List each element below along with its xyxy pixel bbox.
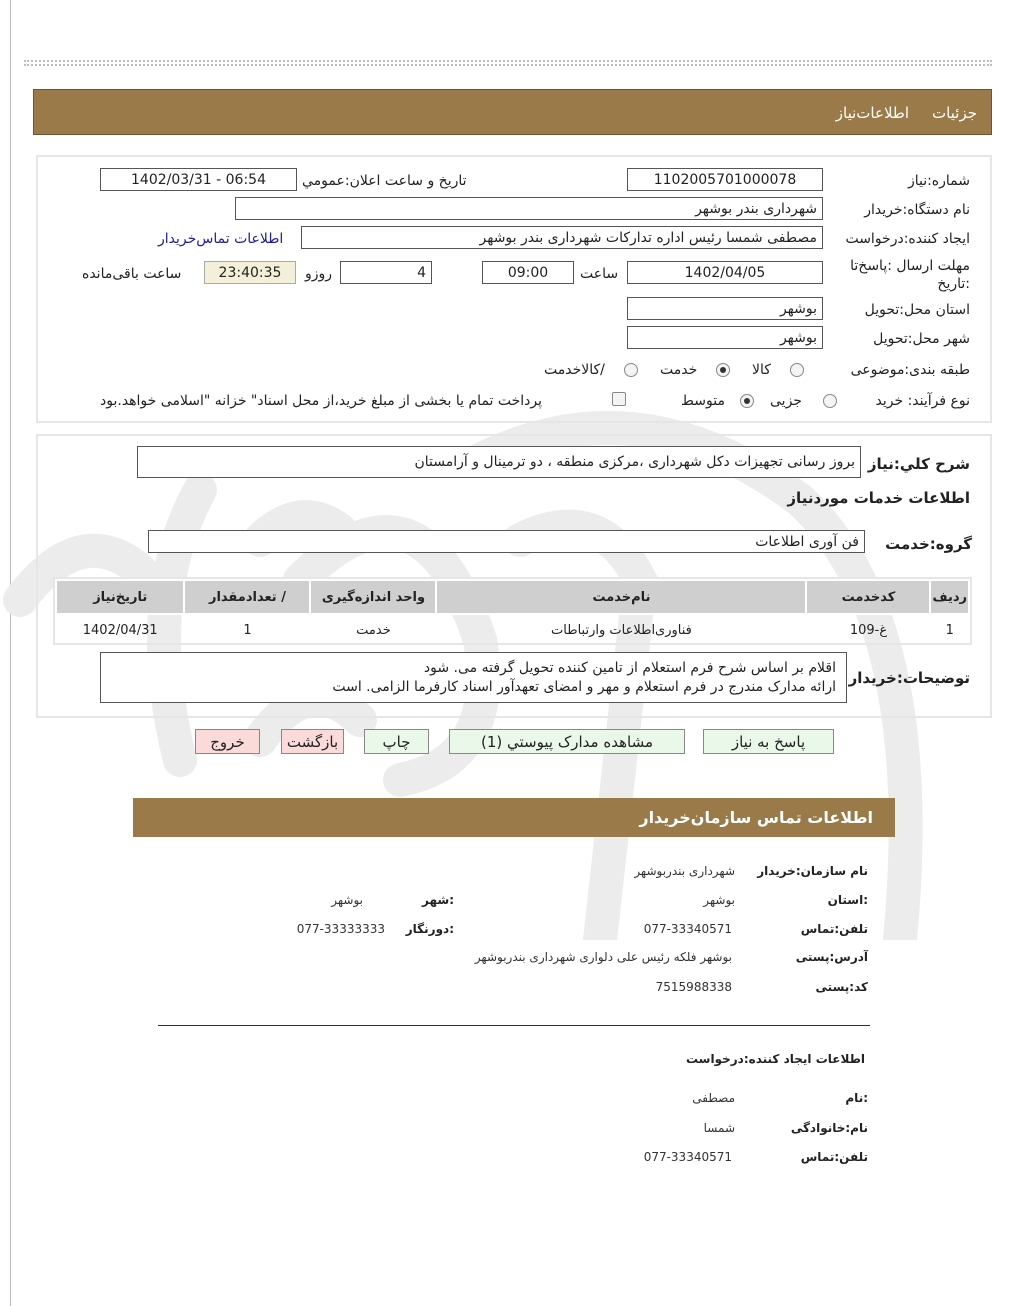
- service-group-label: گروه:خدمت: [885, 535, 972, 553]
- days-field: 4: [340, 261, 432, 284]
- dotted-divider: [24, 60, 992, 62]
- services-table: [55, 579, 970, 645]
- creator-last-name-label: نام:خانوادگی: [790, 1121, 868, 1135]
- col-row-number: ردیف: [930, 580, 969, 614]
- announce-label: تاریخ و ساعت اعلان:عمومي: [302, 173, 467, 189]
- category-goods-radio[interactable]: [790, 363, 804, 377]
- contact-address-label: آدرس:پستی: [795, 950, 868, 964]
- contact-postal-label: کد:پستی: [815, 980, 868, 994]
- creator-info-title: اطلاعات ایجاد کننده:درخواست: [685, 1052, 865, 1066]
- tab-need-info[interactable]: اطلاعات‌نیاز: [835, 104, 909, 122]
- cell-service-name: فناوری‌اطلاعات و‌ارتباطات: [436, 614, 806, 645]
- contact-address-value: بوشهر فلکه رئیس علی دلواری شهرداری بندربوشهر: [474, 950, 732, 964]
- service-group-field: فن آوری اطلاعات: [148, 530, 865, 553]
- province-label: استان محل:تحویل: [864, 302, 970, 318]
- exit-button[interactable]: خروج: [195, 729, 260, 754]
- creator-last-name-value: شمسا: [703, 1121, 735, 1135]
- details-header-bar: [33, 89, 992, 135]
- contact-fax-label: :دورنگار: [405, 922, 454, 936]
- need-number-field: 1102005701000078: [627, 168, 823, 191]
- process-label: نوع فرآیند: خرید: [875, 393, 970, 409]
- deadline-label-2: :تاریخ: [937, 276, 970, 292]
- buyer-notes-line-1: اقلام بر اساس شرح فرم استعلام از تامین کننده تحویل گرفته می. شود: [423, 660, 836, 676]
- col-service-code: کدخدمت: [806, 580, 930, 614]
- cell-service-code: غ-109: [806, 614, 930, 645]
- services-table-frame: [53, 577, 972, 645]
- remaining-label: ساعت باقی‌مانده: [82, 266, 182, 282]
- contact-province-label: :استان: [827, 893, 868, 907]
- table-header-row: [56, 580, 969, 614]
- col-unit: واحد اندازه‌گیری: [310, 580, 436, 614]
- creator-phone-value: 077-33340571: [643, 1150, 732, 1164]
- contact-phone-value: 077-33340571: [643, 922, 732, 936]
- creator-first-name-label: :نام: [845, 1091, 868, 1105]
- process-minor-label: جزیی: [770, 393, 802, 409]
- remaining-time-field: 23:40:35: [204, 261, 296, 284]
- contact-fax-value: 077-33333333: [296, 922, 385, 936]
- cell-need-date: 1402/04/31: [56, 614, 184, 645]
- time-label: ساعت: [580, 266, 619, 282]
- contact-city-label: :شهر: [422, 893, 454, 907]
- creator-label: ایجاد کننده:درخواست: [845, 231, 970, 247]
- category-goods-service-radio[interactable]: [624, 363, 638, 377]
- buyer-org-field: شهرداری بندر بوشهر: [235, 197, 823, 220]
- announce-datetime-field: 1402/03/31 - 06:54: [100, 168, 297, 191]
- contact-org-label: نام سازمان:خریدار: [757, 864, 868, 878]
- buyer-org-label: نام دستگاه:خریدار: [864, 202, 970, 218]
- creator-first-name-value: مصطفی: [692, 1091, 735, 1105]
- category-label: طبقه بندی:موضوعی: [850, 362, 970, 378]
- contact-org-value: شهرداری بندربوشهر: [634, 864, 735, 878]
- cell-unit: خدمت: [310, 614, 436, 645]
- treasury-payment-text: پرداخت تمام یا بخشی از مبلغ خرید،از محل اسناد" خزانه "اسلامی خواهد.بود: [100, 393, 543, 409]
- col-service-name: نام‌خدمت: [436, 580, 806, 614]
- process-medium-label: متوسط: [681, 393, 725, 409]
- deadline-time-field: 09:00: [482, 261, 574, 284]
- province-field: بوشهر: [627, 297, 823, 320]
- creator-phone-label: تلفن:تماس: [800, 1150, 868, 1164]
- city-label: شهر محل:تحویل: [873, 331, 970, 347]
- contact-city-value: بوشهر: [331, 893, 363, 907]
- cell-row-number: 1: [930, 614, 969, 645]
- days-label: روزو: [305, 266, 333, 282]
- deadline-label: مهلت ارسال :پاسخ‌تا: [850, 258, 970, 274]
- reply-button[interactable]: پاسخ به نیاز: [703, 729, 834, 754]
- treasury-payment-checkbox[interactable]: [612, 392, 626, 406]
- buyer-contact-link[interactable]: اطلاعات تماس‌خریدار: [158, 231, 284, 247]
- city-field: بوشهر: [627, 326, 823, 349]
- process-medium-radio[interactable]: [740, 394, 754, 408]
- need-info-panel: [36, 155, 992, 423]
- contact-postal-value: 7515988338: [655, 980, 732, 994]
- category-goods-label: کالا: [752, 362, 771, 378]
- buyer-notes-line-2: ارائه مدارک مندرج در فرم استعلام و مهر و امضای تعهدآور اسناد کارفرما الزامی. است: [332, 679, 836, 695]
- view-attachments-button[interactable]: مشاهده مدارک پیوستي (1): [449, 729, 685, 754]
- page-edge-line: [10, 0, 11, 1306]
- print-button[interactable]: چاپ: [364, 729, 429, 754]
- description-label: شرح کلي:نیاز: [867, 455, 970, 473]
- process-minor-radio[interactable]: [823, 394, 837, 408]
- table-row: [56, 614, 969, 645]
- description-field: بروز رسانی تجهیزات دکل شهرداری ،مرکزی منطقه ، دو ترمینال و آرامستان: [137, 446, 861, 478]
- contact-province-value: بوشهر: [703, 893, 735, 907]
- need-number-label: شماره:نیاز: [907, 173, 970, 189]
- buyer-notes-label: توضیحات:خریدار: [848, 669, 970, 687]
- category-service-label: خدمت: [660, 362, 698, 378]
- contact-phone-label: تلفن:تماس: [800, 922, 868, 936]
- creator-field: مصطفی شمسا رئیس اداره تدارکات شهرداری بندر بوشهر: [301, 226, 823, 249]
- contact-divider: [158, 1025, 870, 1026]
- category-service-radio[interactable]: [716, 363, 730, 377]
- buyer-contact-header: [133, 798, 895, 837]
- category-goods-service-label: /کالاخدمت: [544, 362, 605, 378]
- deadline-date-field: 1402/04/05: [627, 261, 823, 284]
- cell-quantity: 1: [184, 614, 310, 645]
- back-button[interactable]: بازگشت: [281, 729, 344, 754]
- col-need-date: تاریخ‌نیاز: [56, 580, 184, 614]
- tab-details[interactable]: جزئیات: [932, 104, 977, 122]
- buyer-contact-title: اطلاعات تماس سازمان‌خریدار: [639, 808, 873, 827]
- col-quantity: / تعدادمقدار: [184, 580, 310, 614]
- dotted-divider: [24, 64, 992, 66]
- services-title: اطلاعات خدمات موردنیاز: [787, 489, 970, 507]
- buyer-notes-field: [100, 652, 847, 703]
